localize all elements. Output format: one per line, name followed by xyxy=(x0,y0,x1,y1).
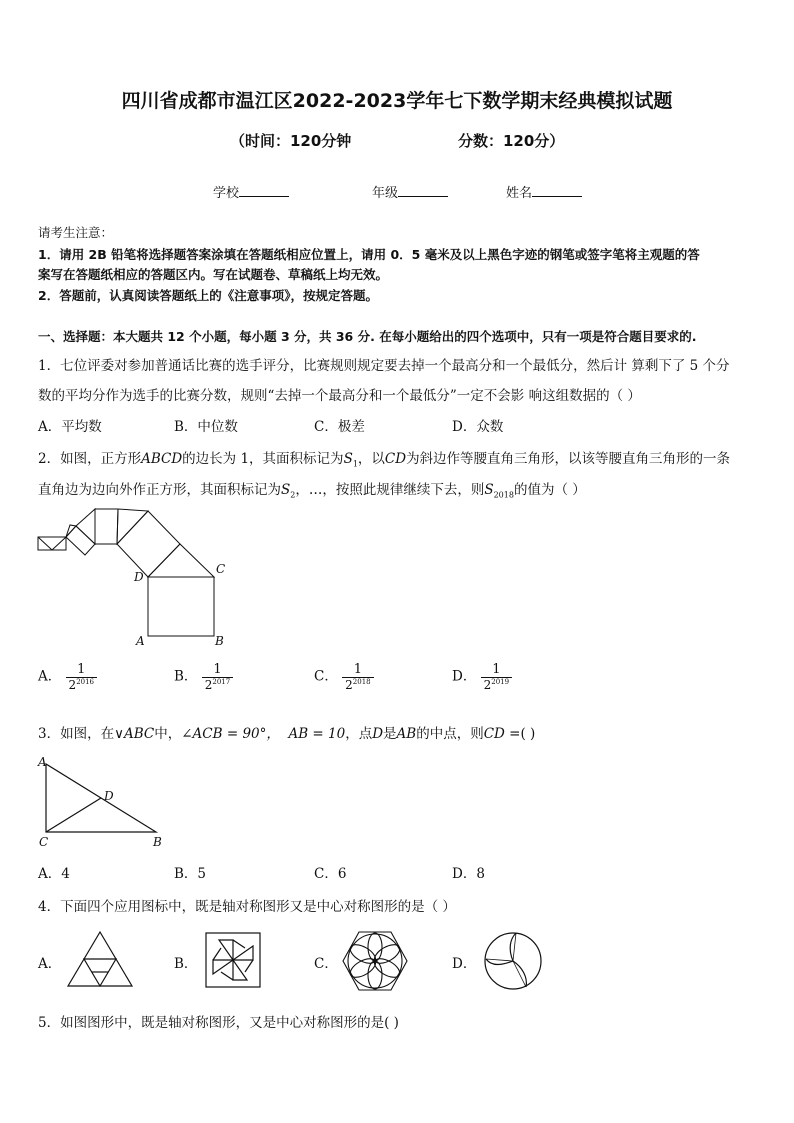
label-b: B xyxy=(215,634,224,648)
q3-option-d[interactable]: D．8 xyxy=(452,866,485,882)
q3-stem: 3．如图，在∨ABC中，∠ACB = 90°， AB = 10，点D是AB的中点，则CD =( ) xyxy=(38,726,536,742)
notes-line-2: 2．答题前，认真阅读答题纸上的《注意事项》，按规定答题。 xyxy=(38,288,378,303)
q4-icon-d xyxy=(480,929,546,993)
school-label: 学校 xyxy=(213,186,240,201)
name-label: 姓名 xyxy=(506,186,533,201)
notes-line-1: 1．请用 2B 铅笔将选择题答案涂填在答题纸相应位置上，请用 0．5 毫米及以上黑色字迹的钢笔或签字笔将主观题的答 xyxy=(38,247,700,262)
section-1-heading: 一、选择题：本大题共 12 个小题，每小题 3 分，共 36 分. 在每小题给出的四个选项中，只有一项是符合题目要求的. xyxy=(38,329,697,344)
q4-option-c[interactable]: C． xyxy=(314,956,338,972)
segment-cd xyxy=(46,798,101,832)
fraction: $\frac{1}{2^{2016}}$ xyxy=(66,662,97,692)
fraction: $\frac{1}{2^{2017}}$ xyxy=(202,662,233,692)
name-blank xyxy=(532,184,582,197)
q4-icon-a xyxy=(64,928,136,990)
q2-line-1: 2．如图，正方形ABCD的边长为 1，其面积标记为$S_1$，以CD为斜边作等腰直角三角形，以该等腰直角三角形的一条 xyxy=(38,451,731,469)
q2-option-a[interactable]: A． $\frac{1}{2^{2016}}$ xyxy=(38,662,97,692)
q3-option-a[interactable]: A．4 xyxy=(38,866,70,882)
fraction: $\frac{1}{2^{2019}}$ xyxy=(481,662,512,692)
name-field xyxy=(506,182,582,201)
q4-icon-c xyxy=(341,928,409,994)
label-d: D xyxy=(134,570,144,584)
q4-option-a[interactable]: A． xyxy=(38,956,62,972)
q5-stem: 5．如图图形中，既是轴对称图形，又是中心对称图形的是( ) xyxy=(38,1015,399,1031)
q1-option-b[interactable]: B．中位数 xyxy=(174,419,238,435)
triangle-1 xyxy=(148,544,214,577)
q2-line-2: 直角边为边向外作正方形，其面积标记为$S_2$，…，按照此规律继续下去，则$S_{2018}$的值为（ ） xyxy=(38,482,586,500)
q4-icon-b xyxy=(203,930,265,992)
label-c: C xyxy=(216,562,226,576)
grade-label: 年级 xyxy=(372,186,399,201)
q2-option-d[interactable]: D． $\frac{1}{2^{2019}}$ xyxy=(452,662,512,692)
exam-score: 分数：120分） xyxy=(458,132,565,150)
label-a: A xyxy=(136,634,145,648)
q1-line-1: 1．七位评委对参加普通话比赛的选手评分，比赛规则规定要去掉一个最高分和一个最低分，然后计 算剩下了 5 个分 xyxy=(38,358,730,374)
q2-figure xyxy=(30,500,240,652)
label-c: C xyxy=(39,835,49,849)
q1-line-2: 数的平均分作为选手的比赛分数，规则“去掉一个最高分和一个最低分”一定不会影 响这组数据的（ ） xyxy=(38,388,641,404)
grade-field xyxy=(372,182,448,201)
q2-option-c[interactable]: C． $\frac{1}{2^{2018}}$ xyxy=(314,662,374,692)
exam-time: （时间：120分钟 xyxy=(230,132,352,150)
q4-option-b[interactable]: B． xyxy=(174,956,198,972)
grade-blank xyxy=(398,184,448,197)
square-s1 xyxy=(148,577,214,636)
school-field xyxy=(213,182,289,201)
square-s2 xyxy=(117,511,180,577)
square-s4 xyxy=(66,526,95,555)
page-title: 四川省成都市温江区2022-2023学年七下数学期末经典模拟试题 xyxy=(121,90,673,112)
label-a: A xyxy=(38,755,47,769)
fraction: $\frac{1}{2^{2018}}$ xyxy=(342,662,373,692)
q3-option-c[interactable]: C．6 xyxy=(314,866,347,882)
school-blank xyxy=(239,184,289,197)
q4-option-d[interactable]: D． xyxy=(452,956,477,972)
label-b: B xyxy=(153,835,162,849)
q3-figure xyxy=(34,752,174,852)
q3-option-b[interactable]: B．5 xyxy=(174,866,207,882)
q2-option-b[interactable]: B． $\frac{1}{2^{2017}}$ xyxy=(174,662,233,692)
label-d: D xyxy=(104,789,114,803)
q1-option-d[interactable]: D．众数 xyxy=(452,419,504,435)
notes-line-1b: 案写在答题纸相应的答题区内。写在试题卷、草稿纸上均无效。 xyxy=(38,267,389,282)
notes-heading: 请考生注意： xyxy=(38,225,114,240)
q1-option-c[interactable]: C．极差 xyxy=(314,419,365,435)
q1-option-a[interactable]: A．平均数 xyxy=(38,419,102,435)
square-s3 xyxy=(95,509,118,544)
q4-stem: 4．下面四个应用图标中，既是轴对称图形又是中心对称图形的是（ ） xyxy=(38,899,456,915)
